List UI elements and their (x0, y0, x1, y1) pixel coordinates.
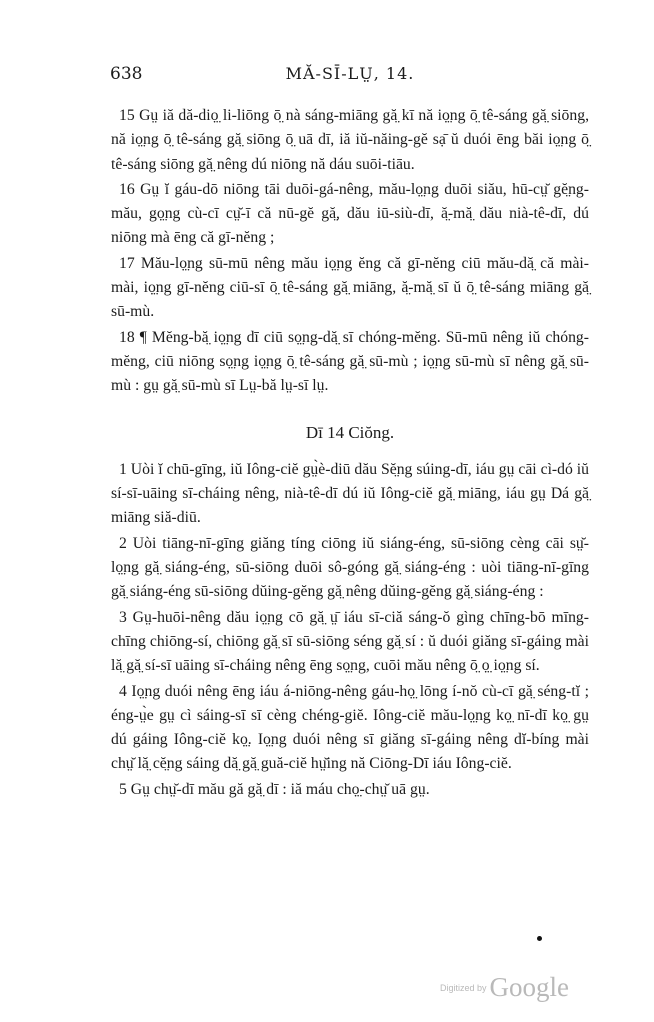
verse-5: 5 Gṳ chṳ̆-dī mău gă gă̤ dī : iă máu chọ̤-chṳ̆ uā gṳ. (119, 780, 430, 798)
verse-1: 1 Uòi ĭ chū-gīng, iŭ Iông-ciĕ gṳ̀è-diū dău Sĕ̤ng súing-dī, iáu gṳ cāi cì-dó iŭ sí-sī-uāing sī-cháing nêng, nià-tê-dī dú iŭ Iông-ciĕ gă̤ miāng, iáu gṳ Dá gă̤ miāng siă-diū. (111, 460, 589, 527)
digitized-by-google-watermark (440, 972, 569, 1008)
google-logo-text: Google (489, 972, 570, 1002)
verse-16: 16 Gṳ ĭ gáu-dō niōng tāi duōi-gá-nêng, mău-lọ̤ng duōi siău, hū-cṳ̆ gĕ̤ng-mău, gọ̤ng cù-cī cṳ̆-ī că nū-gĕ gă̤, dău iū-siù-dī, ă̤-mă̤ dău nià-tê-dī, dú niōng mà ēng că gī-nĕng ; (111, 180, 589, 247)
verse-18: 18 ¶ Mĕng-bă̤ iọ̤ng dī ciū sọ̤ng-dă̤ sī chóng-mĕng. Sū-mū nêng iŭ chóng-mĕng, ciū niōng sọ̤ng iọ̤ng ō̤ tê-sáng gă̤ sū-mù ; iọ̤ng sū-mù sī nêng gă̤ sū-mù : gṳ gă̤ sū-mù sī Lṳ-bă lṳ-sī lṳ. (111, 328, 589, 395)
page-header (110, 64, 590, 94)
verse-2: 2 Uòi tiāng-nī-gīng giăng tíng ciōng iŭ siáng-éng, sū-siōng cèng cāi sṳ̆-lọ̤ng gă̤ siáng-éng, sū-siōng duōi sô-góng gă̤ siáng-éng : uòi tiāng-nī-gīng gă̤ siáng-éng sū-siōng dŭing-gĕng gă̤ nêng dŭing-gĕng gă̤ siáng-éng : (111, 534, 589, 601)
watermark-small-text: Digitized by (440, 982, 487, 993)
running-head: MĂ-SĪ-LṲ, 14. (285, 64, 415, 83)
verse-15: 15 Gṳ iă dă-diọ̤ li-liōng ō̤ nà sáng-miāng gă̤ kī nă iọ̤ng ō̤ tê-sáng gă̤ siōng, nă iọ̤ng ō̤ tê-sáng gă̤ siōng ō̤ uā dī, iă iŭ-năing-gĕ sạ̄ ŭ duói ēng băi iọ̤ng ō̤ tê-sáng siōng gă̤ nêng dú niōng nă dáu suōi-tiāu. (111, 107, 589, 173)
ink-speck (537, 936, 542, 941)
body-text (111, 104, 589, 803)
page-number: 638 (110, 64, 143, 84)
verse-4: 4 Iọ̤ng duói nêng ēng iáu á-niōng-nêng gáu-họ̤ lōng í-nŏ cù-cī gă̤ séng-tĭ ; éng-ṳ̀e gṳ cì sáing-sī sī cèng chéng-giĕ. Iông-ciĕ mău-lọ̤ng kọ̤ nī-dī kọ̤ gṳ dú gáing Iông-ciĕ kọ̤. Iọ̤ng duói nêng sī giăng sī-gáing nêng dĭ-bíng mài chṳ̆ lă̤ cĕ̤ng sáing dă̤ gă̤ guă-ciĕ hṳ̆ing nă Ciōng-Dī iáu Iông-ciĕ. (111, 682, 589, 773)
verse-17: 17 Mău-lọ̤ng sū-mū nêng mău iọ̤ng ĕng că gī-nĕng ciū mău-dă̤ că mài-mài, iọ̤ng gī-nĕng ciū-sī ō̤ tê-sáng gă̤ miāng, ă̤-mă̤ sī ŭ ō̤ tê-sáng miāng gă̤ sū-mù. (111, 254, 589, 321)
chapter-heading: Dī 14 Ciŏng. (305, 422, 395, 442)
verse-3: 3 Gṳ-huōi-nêng dău iọ̤ng cō gă̤ ṳ̄ iáu sī-ciă sáng-ŏ gìng chīng-bō mīng-chīng chiōng-sí, chiōng gă̤ sī sū-siōng séng gă̤ sí : ŭ duói giăng sī-gáing mài lă̤ gă̤ sí-sī uāing sī-cháing nêng ēng sọ̤ng, cuōi mău nêng ō̤ ọ̤ iọ̤ng sí. (111, 608, 589, 675)
